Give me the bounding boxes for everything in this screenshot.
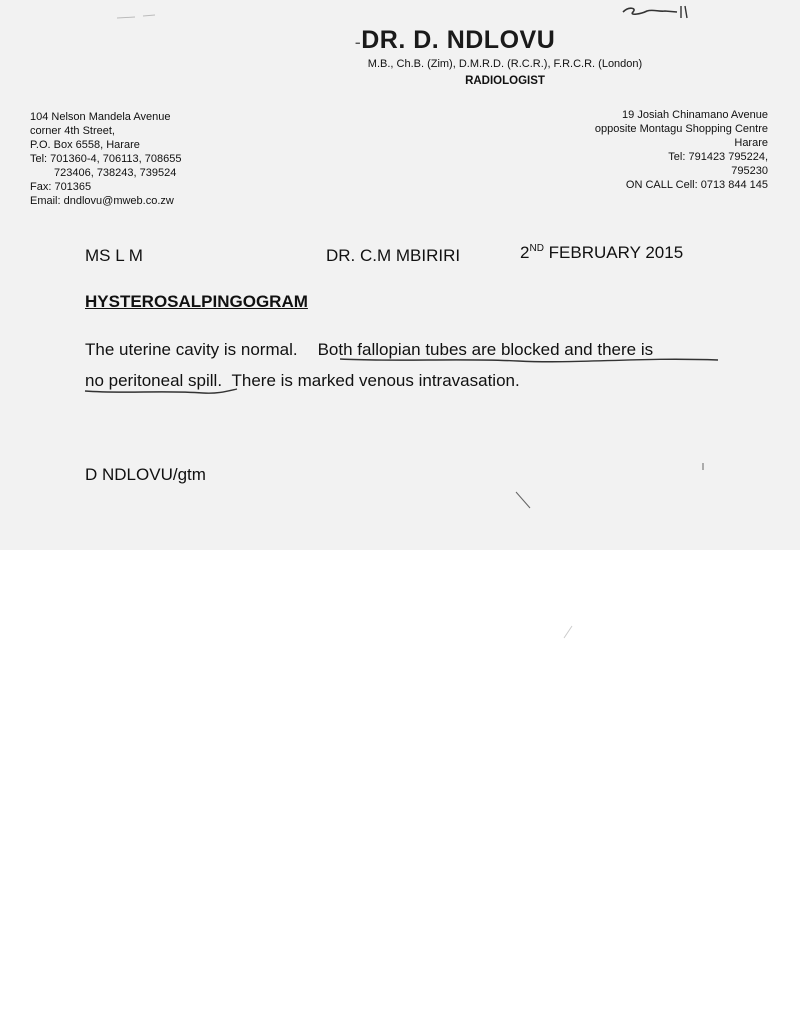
- address-left-line: corner 4th Street,: [30, 125, 115, 137]
- address-right-line: opposite Montagu Shopping Centre: [594, 123, 768, 135]
- sentence-period: .: [217, 371, 223, 390]
- doctor-name-text: DR. D. NDLOVU: [361, 26, 556, 54]
- report-date: [520, 243, 683, 263]
- finding-no-spill: no peritoneal spill: [85, 371, 218, 390]
- address-right-phone-cont: 795230: [731, 165, 768, 177]
- address-right-block: [595, 108, 768, 192]
- pen-underline-spill: [83, 385, 243, 399]
- scan-speck: [512, 488, 536, 512]
- address-left-phone-cont: 723406, 738243, 739524: [54, 167, 177, 179]
- pen-underline-tubes: [338, 353, 723, 367]
- address-right-line: Harare: [734, 137, 768, 149]
- scan-artifact-dash: ‐: [354, 32, 362, 52]
- date-rest: FEBRUARY 2015: [543, 243, 684, 262]
- scan-speck: [700, 462, 706, 472]
- patient-name: MS L M: [85, 246, 143, 265]
- scan-artifact-mark: [115, 8, 175, 24]
- qualifications-text: M.B., Ch.B. (Zim), D.M.R.D. (R.C.R.), F.R.C.R. (London): [367, 58, 643, 70]
- report-heading: HYSTEROSALPINGOGRAM: [85, 292, 308, 311]
- address-left-email: Email: dndlovu@mweb.co.zw: [30, 195, 174, 207]
- finding-tubes-blocked: Both fallopian tubes are blocked and there is: [317, 340, 654, 359]
- address-left-line: P.O. Box 6558, Harare: [30, 139, 140, 151]
- signature-line: D NDLOVU/gtm: [85, 465, 206, 484]
- address-left-phone: Tel: 701360-4, 706113, 708655: [30, 153, 182, 165]
- referring-doctor: DR. C.M MBIRIRI: [326, 246, 461, 265]
- doctor-qualifications: [0, 58, 800, 70]
- address-right-line: 19 Josiah Chinamano Avenue: [622, 109, 768, 121]
- address-right-phone: Tel: 791423 795224,: [668, 151, 768, 163]
- redaction-patch: [155, 248, 235, 266]
- handwritten-corner-mark: [686, 0, 692, 16]
- address-left-line: 104 Nelson Mandela Avenue: [30, 111, 171, 123]
- handwritten-initials-mark: [615, 0, 725, 22]
- address-left-fax: Fax: 701365: [30, 181, 92, 193]
- finding-venous-intravasation: There is marked venous intravasation.: [231, 371, 520, 390]
- doctor-name: [0, 26, 800, 55]
- blank-area: [0, 550, 800, 1010]
- address-right-cell: ON CALL Cell: 0713 844 145: [625, 179, 768, 191]
- date-day: 2: [520, 243, 530, 262]
- scan-speck: [560, 622, 576, 642]
- doctor-role: [0, 75, 800, 87]
- address-left-block: [30, 110, 181, 208]
- date-suffix: ND: [529, 243, 544, 254]
- role-text: RADIOLOGIST: [465, 75, 545, 87]
- finding-uterine-cavity: The uterine cavity is normal.: [85, 340, 298, 359]
